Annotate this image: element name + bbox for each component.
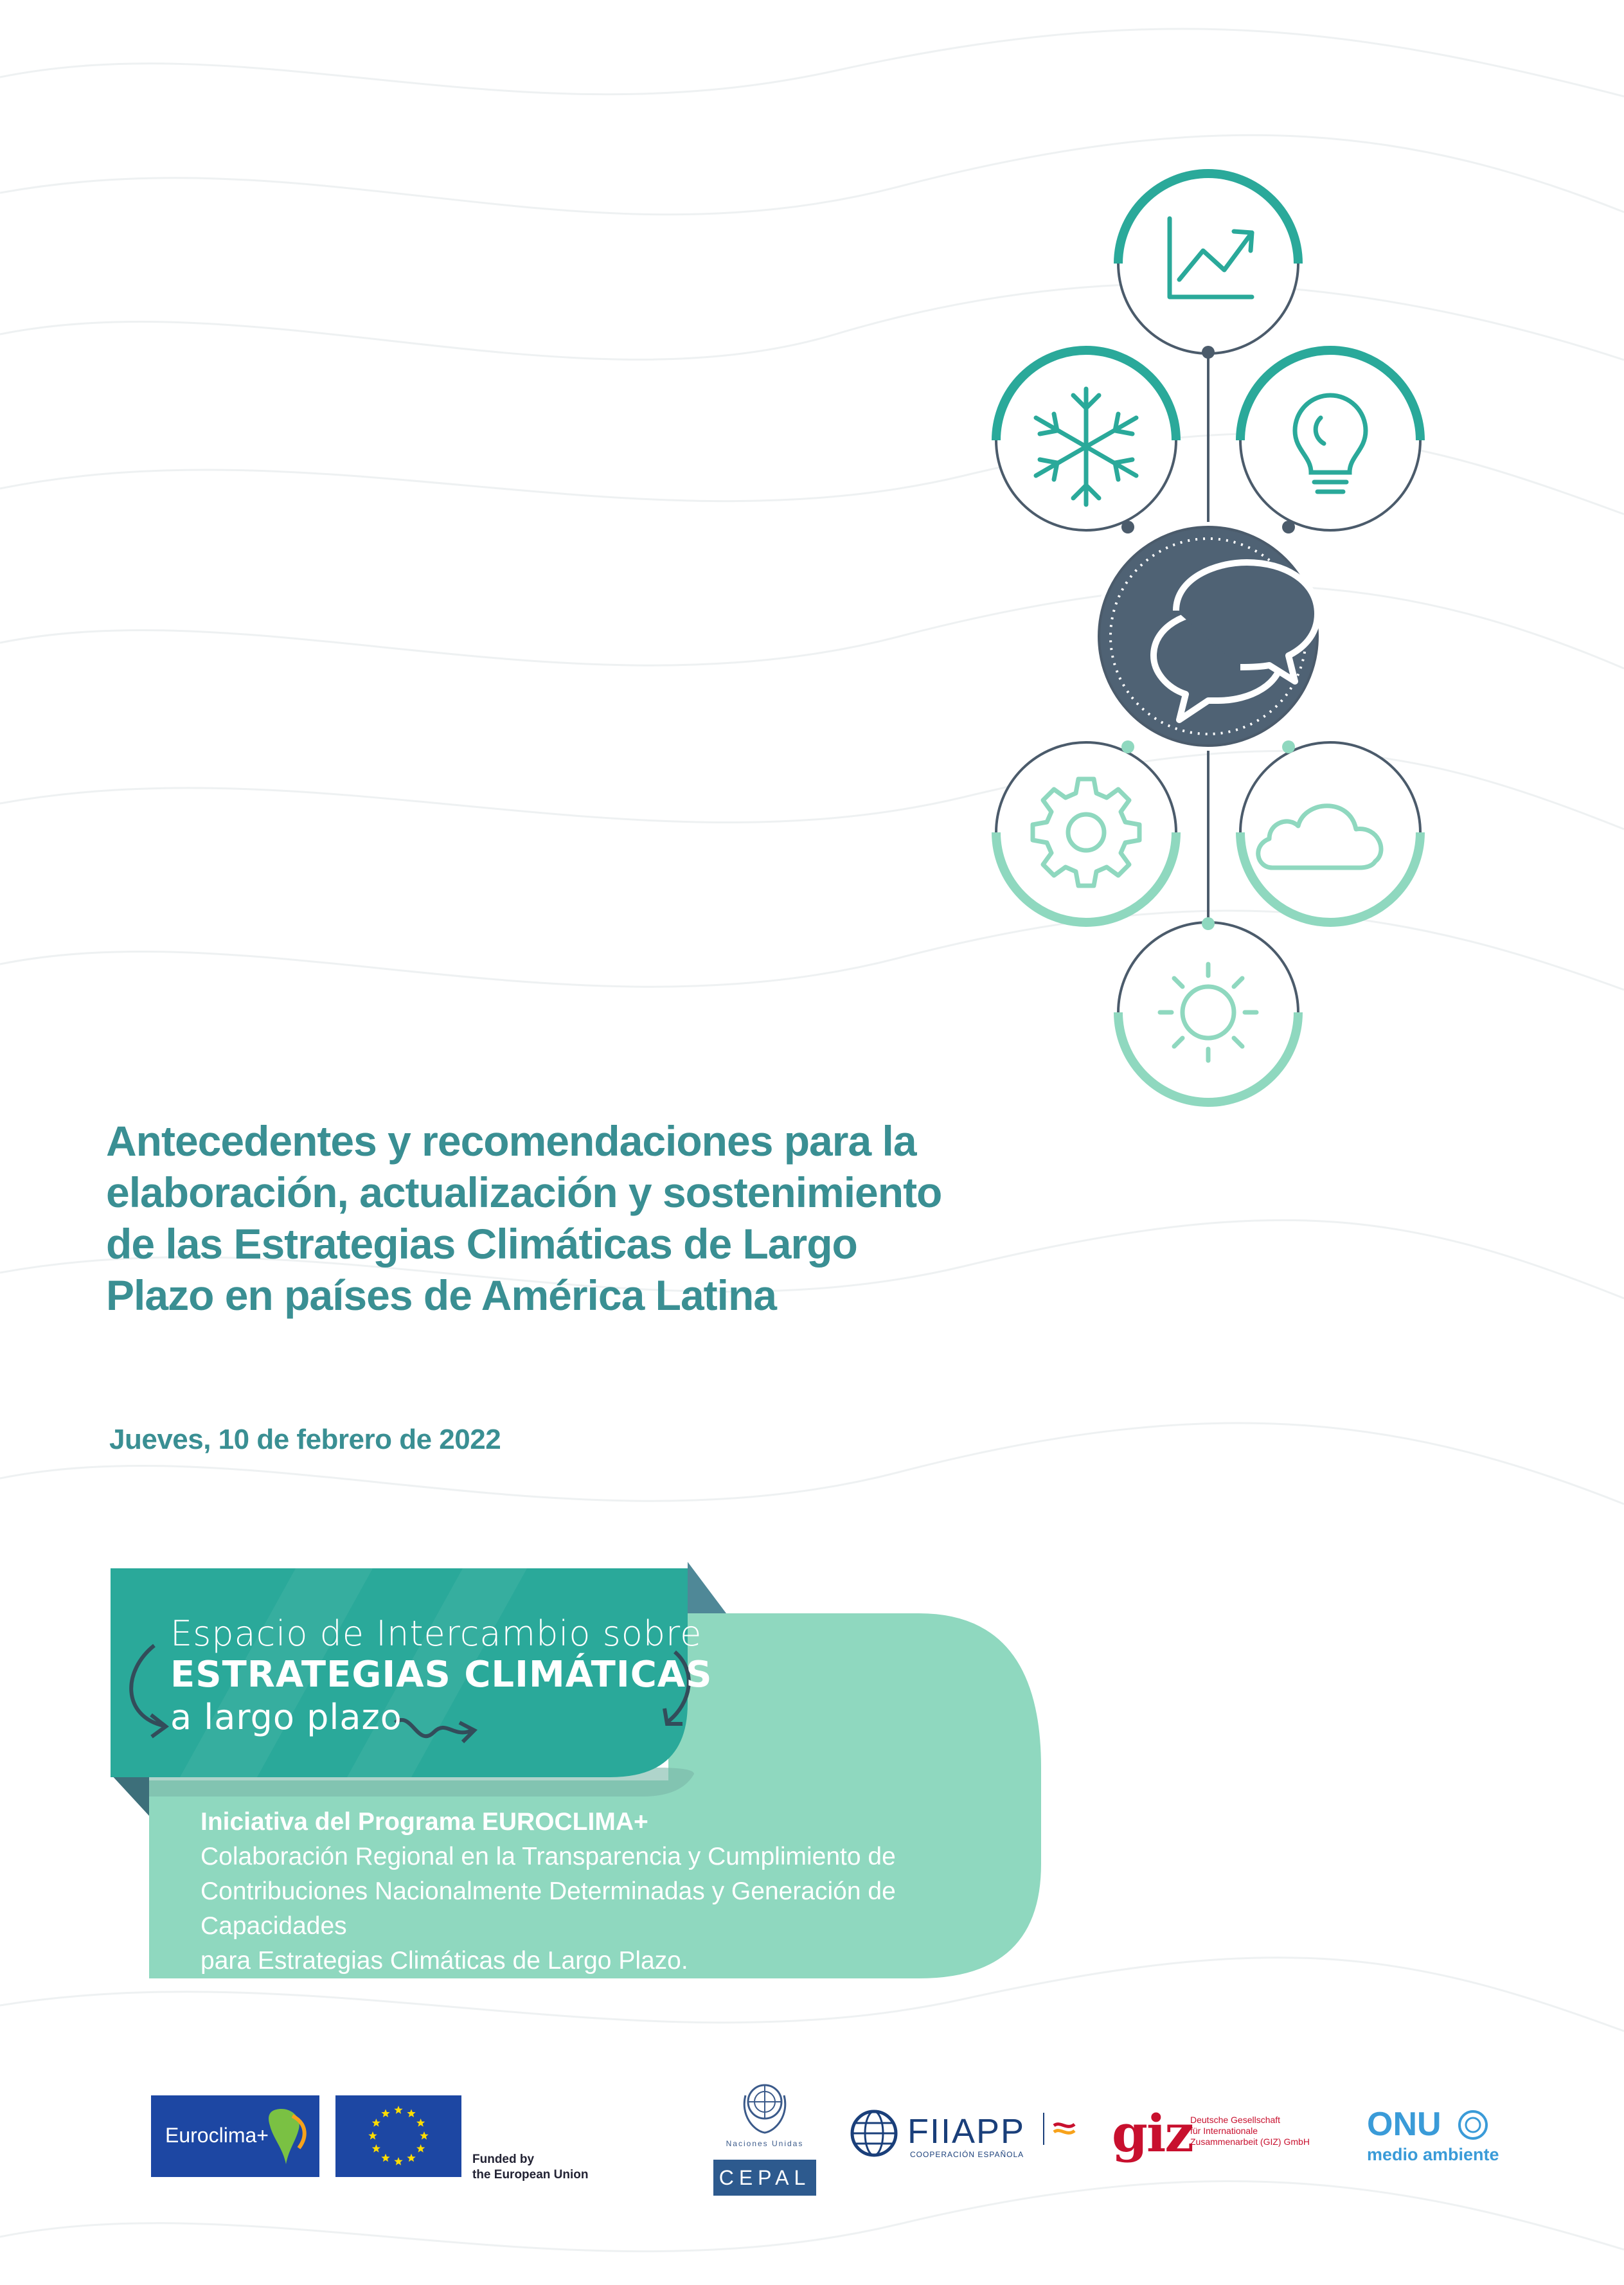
funded-line: the European Union [472, 2168, 589, 2182]
eu-star [416, 2119, 425, 2127]
eu-star [381, 2109, 389, 2117]
un-cepal-logo [713, 2076, 816, 2198]
eu-star [394, 2157, 402, 2165]
un-label: Naciones Unidas [726, 2139, 804, 2148]
initiative-heading: Iniciativa del Programa EUROCLIMA+ [201, 1808, 648, 1836]
initiative-line: Contribuciones Nacionalmente Determinadas y Generación de Capacidades [201, 1877, 896, 1940]
initiative-line: para Estrategias Climáticas de Largo Plazo. [201, 1947, 688, 1975]
eu-stars-icon [335, 2095, 461, 2177]
banner-line-1: Espacio de Intercambio sobre [170, 1613, 702, 1654]
un-emblem-icon [740, 2076, 789, 2135]
fiiapp-label: FIIAPP [907, 2112, 1026, 2151]
eu-star [372, 2119, 380, 2127]
eu-star [394, 2106, 402, 2114]
cloud-icon-circle [1240, 740, 1420, 922]
event-date: Jueves, 10 de febrero de 2022 [109, 1424, 501, 1455]
title-line: elaboración, actualización y sostenimiento [106, 1169, 942, 1216]
chart-icon-circle [1118, 174, 1298, 359]
initiative-text [201, 1805, 1023, 1978]
sun-icon-circle [1118, 917, 1298, 1102]
snowflake-icon-circle [996, 350, 1176, 533]
giz-logo [1112, 2103, 1330, 2166]
cepal-label: CEPAL [713, 2160, 816, 2196]
fiiapp-sub-label: COOPERACIÓN ESPAÑOLA [910, 2150, 1024, 2159]
title-line: de las Estrategias Climáticas de Largo [106, 1220, 857, 1268]
fiiapp-logo [848, 2105, 1080, 2163]
giz-line: Zusammenarbeit (GIZ) GmbH [1190, 2137, 1310, 2147]
eu-star [407, 2154, 415, 2162]
onu-medio-ambiente-logo [1366, 2105, 1513, 2169]
funded-by-eu [472, 2152, 589, 2183]
eu-flag-logo [335, 2095, 461, 2177]
giz-line: Deutsche Gesellschaft [1190, 2115, 1281, 2125]
banner-line-2: ESTRATEGIAS CLIMÁTICAS [170, 1654, 713, 1696]
initiative-line: Colaboración Regional en la Transparencia y Cumplimiento de [201, 1843, 896, 1870]
un-environment-emblem-icon [1457, 2109, 1489, 2141]
funded-line: Funded by [472, 2153, 535, 2166]
latin-america-map-icon [263, 2103, 315, 2171]
title-line: Antecedentes y recomendaciones para la [106, 1117, 916, 1165]
eu-star [381, 2154, 389, 2162]
globe-icon [848, 2108, 900, 2159]
eu-star [420, 2131, 428, 2140]
chat-icon-circle [1094, 522, 1323, 751]
lightbulb-icon-circle [1240, 350, 1420, 533]
eu-star [372, 2144, 380, 2153]
banner-line-3: a largo plazo [170, 1697, 402, 1737]
eu-star [407, 2109, 415, 2117]
euroclima-logo [151, 2095, 319, 2177]
onu-label: ONU [1367, 2106, 1441, 2143]
giz-description [1190, 2115, 1310, 2147]
document-title [106, 1115, 974, 1321]
title-line: Plazo en países de América Latina [106, 1271, 776, 1319]
onu-sub-label: medio ambiente [1367, 2145, 1499, 2164]
spanish-cooperation-icon [1041, 2113, 1080, 2145]
eu-star [416, 2144, 425, 2153]
eu-star [368, 2131, 377, 2140]
euroclima-label: Euroclima+ [165, 2124, 269, 2147]
giz-label: giz [1112, 2103, 1193, 2164]
climate-strategy-diagram [964, 148, 1491, 1138]
gear-icon-circle [996, 740, 1176, 922]
giz-line: für Internationale [1190, 2126, 1258, 2136]
